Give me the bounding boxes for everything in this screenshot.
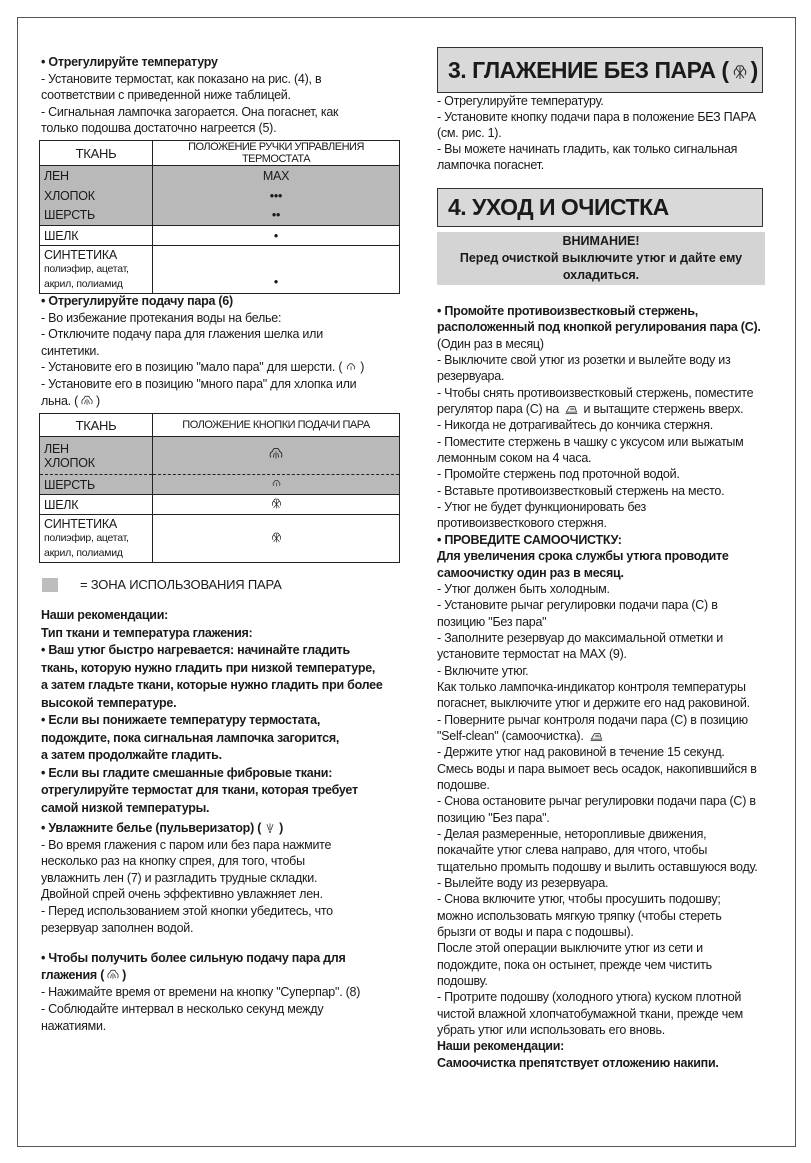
text-line: Самоочистка препятствует отложению накипи. [437,1055,719,1070]
fabric-detail: полиэфир, ацетат, [44,262,129,275]
table-row [40,166,400,186]
text-line [41,820,401,837]
fabric-cell [40,246,153,294]
section-3-heading [437,47,763,93]
steam-high-icon [268,446,284,465]
fabric-cell [40,475,153,495]
text-line: - Установите его в позицию "много пара" для хлопка или [41,376,357,391]
fabric-cell [40,226,153,246]
text-line: - Отрегулируйте температуру. [437,94,604,108]
text-segment: - Установите его в позицию "мало пара" для шерсти. ( [41,360,343,375]
table-row [40,515,400,563]
text-line: - Сигнальная лампочка загорается. Она погаснет, как [41,104,339,119]
text-line: подошву. [437,974,488,989]
text-line: (см. рис. 1). [437,126,502,140]
setting-cell [153,495,400,515]
text-line: убрать утюг или использовать его вновь. [437,1023,665,1038]
text-segment: ) [279,821,284,835]
section-4-heading [437,188,763,227]
text-line [41,967,401,984]
text-line: - Установите кнопку подачи пара в положение БЕЗ ПАРА [437,110,756,124]
table-row [40,246,400,294]
setting-cell [153,475,400,495]
text-line: установите термостат на MAX (9). [437,647,627,662]
text-segment: льна. ( [41,393,79,408]
steam-high-icon [80,394,94,413]
text-line: После этой операции выключите утюг из сети и [437,941,703,956]
fabric-cell [40,495,153,515]
no-steam-icon [270,531,283,547]
section-3-title-end: ) [750,57,758,83]
setting-cell: ••• [153,186,400,206]
text-line [437,401,767,417]
header-setting: ПОЛОЖЕНИЕ КНОПКИ ПОДАЧИ ПАРА [153,414,400,437]
text-line: - Поместите стержень в чашку с уксусом или выжатым [437,434,744,449]
text-line: Наши рекомендации: [41,608,169,622]
text-line: отрегулируйте термостат для ткани, которая требует [41,783,358,797]
table-row [40,206,400,226]
fabric-cell [40,166,153,186]
warning-box [437,232,765,285]
text-line: Наши рекомендации: [437,1039,565,1054]
text-segment: ) [122,968,127,982]
text-line: нажатиями. [41,1019,106,1033]
text-segment: "Self-clean" (самоочистка). [437,728,587,743]
table-row [40,186,400,206]
fabric-name: ШЕРСТЬ [44,477,95,492]
text-line: только подошва достаточно нагреется (5). [41,121,277,136]
text-line: позицию "Без пара". [437,810,550,825]
text-line: - Вставьте противоизвестковый стержень на место. [437,483,725,498]
text-segment: ) [96,393,100,408]
steam-section [41,293,401,409]
temperature-section [41,54,401,137]
warning-line-1: Перед очисткой выключите утюг и дайте ему [459,251,743,265]
fabric-name: ХЛОПОК [44,188,95,203]
table-header [40,414,400,437]
text-line: лемонным соком на 4 часа. [437,451,592,466]
text-line: позицию "Без пара" [437,614,547,629]
section-3-text [437,93,767,173]
text-line: • Отрегулируйте температуру [41,55,218,69]
table-row [40,226,400,246]
section-4-title: 4. УХОД И ОЧИСТКА [448,194,669,220]
text-line: погаснет, выключите утюг и держите его над раковиной. [437,696,750,711]
fabric-name: ЛЕН [44,441,69,456]
text-line: брызги от воды и пара с подошвы). [437,925,634,940]
text-line: - Протрите подошву (холодного утюга) куском плотной [437,990,742,1005]
table-row [40,495,400,515]
setting-cell [153,515,400,563]
text-line: - Заполните резервуар до максимальной отметки и [437,630,723,645]
text-line: а затем гладьте ткани, которые нужно гладить при более [41,678,383,692]
text-line: увлажнить лен (7) и разгладить трудные складки. [41,870,318,885]
text-line: а затем продолжайте гладить. [41,748,222,762]
text-segment: ) [360,360,365,375]
table-row [40,475,400,495]
text-line: самой низкой температуры. [41,800,210,815]
text-line: резервуар заполнен водой. [41,920,194,935]
text-line: - Установите рычаг регулировки подачи пара (С) в [437,598,718,613]
steam-zone-legend: = ЗОНА ИСПОЛЬЗОВАНИЯ ПАРА [80,577,282,592]
fabric-detail: акрил, полиамид [44,277,123,290]
text-line: лампочка погаснет. [437,158,544,172]
setting-cell: •• [153,206,400,226]
text-line: несколько раз на кнопку спрея, для того, чтобы [41,854,305,869]
text-line: подождите, пока сигнальная лампочка загорится, [41,730,340,745]
setting-cell [153,437,400,475]
text-line: - Отключите подачу пара для глажения шелка или [41,327,323,342]
text-line [437,728,767,744]
text-line: • Промойте противоизвестковый стержень, [437,304,698,318]
text-line: • Если вы гладите смешанные фибровые ткани: [41,765,333,780]
text-line: расположенный под кнопкой регулирования пара (С). [437,320,761,335]
text-line: - Соблюдайте интервал в несколько секунд между [41,1002,324,1016]
header-fabric: ТКАНЬ [40,414,153,437]
text-line: чистой влажной хлопчатобумажной ткани, прежде чем [437,1006,744,1021]
text-line: Для увеличения срока службы утюга проводите [437,549,729,564]
fabric-detail: полиэфир, ацетат, [44,531,129,544]
text-line: • Ваш утюг быстро нагревается: начинайте гладить [41,643,350,657]
text-line: - Снова включите утюг, чтобы просушить подошву; [437,892,721,907]
table-header [40,141,400,166]
text-segment: регулятор пара (С) на [437,402,563,417]
header-setting: ПОЛОЖЕНИЕ РУЧКИ УПРАВЛЕНИЯ ТЕРМОСТАТА [153,141,400,166]
text-line: - Утюг не будет функционировать без [437,500,646,515]
no-steam-icon [731,51,749,95]
recommendations-section [41,607,401,817]
text-line: Двойной спрей очень эффективно увлажняет лен. [41,887,323,902]
text-line: синтетики. [41,343,100,358]
table-row [40,437,400,475]
fabric-cell [40,186,153,206]
text-line: высокой температуре. [41,695,177,710]
fabric-name: ХЛОПОК [44,455,95,470]
text-line: покачайте утюг слева направо, для чтого, чтобы [437,843,708,858]
supersteam-section [41,950,401,1035]
text-line: - Держите утюг над раковиной в течение 15 секунд. [437,745,725,760]
header-fabric: ТКАНЬ [40,141,153,166]
thermostat-table [39,140,400,294]
fabric-name: СИНТЕТИКА [44,247,118,262]
text-line: противоизвесткового стержня. [437,516,607,531]
text-line: - Установите термостат, как показано на рис. (4), в [41,71,322,86]
text-line: - Промойте стержень под проточной водой. [437,467,680,482]
text-line: самоочистку один раз в месяц. [437,565,624,580]
text-segment: и вытащите стержень вверх. [580,402,744,417]
fabric-name: СИНТЕТИКА [44,516,118,531]
text-segment: глажения ( [41,968,105,982]
fabric-name: ШЕРСТЬ [44,208,95,223]
text-line: - Снова остановите рычаг регулировки подачи пара (С) в [437,794,756,809]
text-line: (Один раз в месяц) [437,336,544,351]
text-line: подошве. [437,777,490,792]
text-line: - Вылейте воду из резервуара. [437,876,609,891]
text-line: - Во время глажения с паром или без пара нажмите [41,837,332,852]
fabric-cell [40,206,153,226]
text-line: - Делая размеренные, неторопливые движения, [437,827,707,841]
text-line: - Поверните рычаг контроля подачи пара (С) в позицию [437,712,748,727]
text-segment: • Увлажните белье (пульверизатор) ( [41,821,262,835]
text-line [41,359,401,376]
text-line: Смесь воды и пара вымоет весь осадок, накопившийся в [437,761,757,776]
text-line: • Чтобы получить более сильную подачу пара для [41,951,346,965]
section-3-title: 3. ГЛАЖЕНИЕ БЕЗ ПАРА ( [448,57,729,83]
text-line: - Выключите свой утюг из розетки и вылейте воду из [437,353,731,368]
fabric-name: ШЕЛК [44,497,79,512]
steam-low-icon [270,477,283,493]
text-line: - Нажимайте время от времени на кнопку "Суперпар". (8) [41,985,361,999]
text-line: - Включите утюг. [437,663,529,678]
text-line: резервуара. [437,369,505,384]
text-line: • Если вы понижаете температуру термостата, [41,713,321,727]
text-line: соответствии с приведенной ниже таблицей. [41,88,291,103]
text-line: Как только лампочка-индикатор контроля температуры [437,679,746,694]
fabric-name: ШЕЛК [44,228,79,243]
steam-table [39,413,400,563]
warning-title: ВНИМАНИЕ! [562,234,640,248]
text-line: Тип ткани и температура глажения: [41,625,253,640]
text-line: - Перед использованием этой кнопки убедитесь, что [41,903,333,918]
steam-zone-swatch [42,578,58,592]
no-steam-icon [270,497,283,513]
text-line: можно использовать мягкую тряпку (чтобы стереть [437,908,722,923]
care-section [437,303,767,1071]
text-line: - Во избежание протекания воды на белье: [41,310,282,325]
text-line: • Отрегулируйте подачу пара (6) [41,294,233,308]
text-line: • ПРОВЕДИТЕ САМООЧИСТКУ: [437,532,622,547]
fabric-name: ЛЕН [44,168,69,183]
text-line: подождите, пока он остынет, прежде чем чистить [437,957,712,972]
fabric-detail: акрил, полиамид [44,546,123,559]
text-line: - Чтобы снять противоизвестковый стержень, поместите [437,385,754,400]
setting-cell: MAX [153,166,400,186]
spray-section [41,820,401,936]
text-line: - Утюг должен быть холодным. [437,581,610,596]
fabric-cell [40,515,153,563]
text-line: тщательно промыть подошву и вылить оставшуюся воду. [437,859,758,874]
warning-line-2: охладиться. [562,268,640,282]
text-line: - Вы можете начинать гладить, как только сигнальная [437,142,738,156]
text-line [41,393,401,410]
setting-cell: • [153,226,400,246]
text-line: - Никогда не дотрагивайтесь до кончика стержня. [437,418,713,433]
setting-cell: • [153,246,400,294]
fabric-cell [40,437,153,475]
text-line: ткань, которую нужно гладить при низкой температуре, [41,660,376,675]
